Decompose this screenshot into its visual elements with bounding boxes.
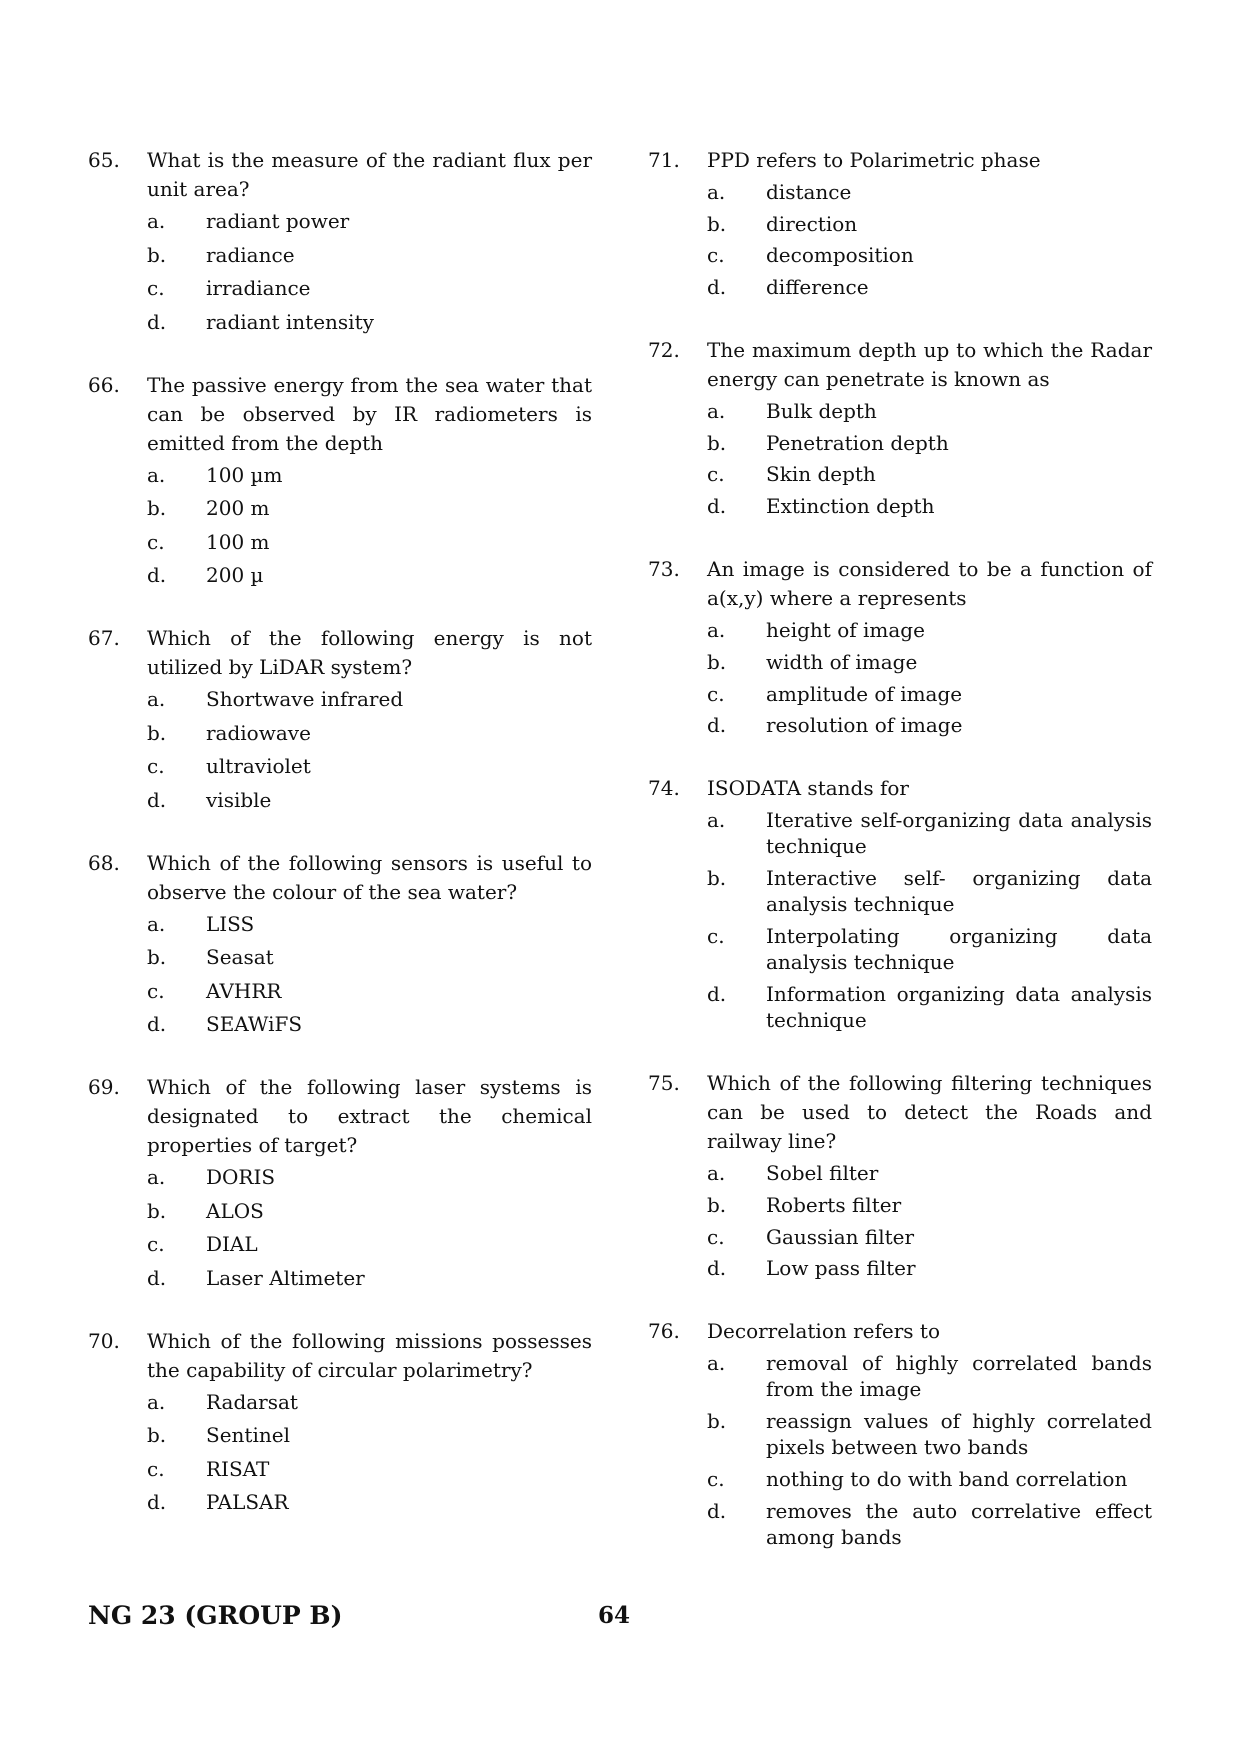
option-text: Radarsat <box>206 1389 298 1414</box>
option-c <box>707 1466 1152 1492</box>
question-stem <box>648 1069 1152 1156</box>
option-text: removal of highly correlated bands from the image <box>766 1351 1152 1402</box>
question-text: Which of the following filtering techniques can be used to detect the Roads and railway line? <box>707 1071 1152 1154</box>
option-a <box>147 208 592 234</box>
option-d <box>707 1255 1152 1281</box>
question-67 <box>88 624 592 813</box>
option-text: radiant intensity <box>206 309 374 334</box>
option-d <box>147 787 592 813</box>
option-letter: c. <box>707 243 725 268</box>
option-letter: c. <box>147 754 165 778</box>
option-d <box>147 1489 592 1515</box>
question-text: The maximum depth up to which the Radar energy can penetrate is known as <box>707 338 1152 392</box>
question-75 <box>648 1069 1152 1281</box>
question-number: 66. <box>88 372 120 397</box>
left-column <box>88 146 592 1523</box>
option-text: Roberts filter <box>766 1192 902 1217</box>
question-70 <box>88 1327 592 1516</box>
question-76 <box>648 1317 1152 1550</box>
option-text: removes the auto correlative effect among bands <box>766 1499 1152 1550</box>
option-b <box>707 1408 1152 1460</box>
question-stem <box>648 774 1152 803</box>
option-letter: c. <box>707 681 725 706</box>
question-stem <box>648 1317 1152 1346</box>
option-text: amplitude of image <box>766 681 963 706</box>
option-d <box>147 1011 592 1037</box>
options-list <box>707 179 1152 300</box>
option-b <box>147 720 592 746</box>
question-number: 67. <box>88 626 120 650</box>
question-stem <box>648 555 1152 613</box>
option-a <box>707 1160 1152 1186</box>
option-letter: b. <box>147 242 167 267</box>
option-b <box>147 1198 592 1224</box>
option-letter: c. <box>707 1224 725 1249</box>
option-text: 200 m <box>206 496 270 520</box>
option-letter: a. <box>147 462 166 487</box>
question-number: 73. <box>648 557 680 582</box>
options-list <box>707 1350 1152 1550</box>
question-text: Which of the following energy is not utilized by LiDAR system? <box>147 626 592 679</box>
option-text: Interpolating organizing data analysis technique <box>766 924 1152 975</box>
option-letter: d. <box>147 787 167 812</box>
option-text: Low pass filter <box>766 1256 916 1281</box>
option-b <box>147 242 592 268</box>
option-a <box>707 807 1152 859</box>
option-c <box>147 275 592 301</box>
option-letter: a. <box>707 1351 726 1376</box>
option-c <box>147 978 592 1004</box>
question-text: Which of the following missions possesses the capability of circular polarimetry? <box>147 1328 592 1382</box>
option-letter: c. <box>147 1456 165 1481</box>
option-a <box>147 462 592 488</box>
option-text: Shortwave infrared <box>206 687 404 711</box>
question-text: PPD refers to Polarimetric phase <box>707 148 1041 172</box>
option-c <box>147 753 592 779</box>
right-column <box>648 146 1152 1556</box>
option-c <box>147 529 592 555</box>
question-number: 74. <box>648 776 680 801</box>
option-text: Gaussian filter <box>766 1224 915 1249</box>
option-letter: d. <box>147 563 167 587</box>
option-b <box>707 1192 1152 1218</box>
option-text: width of image <box>766 649 918 674</box>
question-stem <box>648 146 1152 175</box>
question-stem <box>88 1327 592 1385</box>
option-text: Laser Altimeter <box>206 1265 365 1290</box>
option-text: Penetration depth <box>766 430 949 455</box>
options-list <box>147 1164 592 1291</box>
option-text: LISS <box>206 911 255 936</box>
options-list <box>707 1160 1152 1281</box>
option-text: 100 µm <box>206 462 283 487</box>
option-text: height of image <box>766 618 925 643</box>
option-letter: a. <box>147 1165 166 1189</box>
option-text: irradiance <box>206 276 311 300</box>
option-letter: d. <box>147 1490 167 1514</box>
option-text: visible <box>206 787 272 812</box>
option-c <box>147 1231 592 1257</box>
question-number: 71. <box>648 148 680 172</box>
option-letter: b. <box>147 1423 167 1447</box>
question-number: 65. <box>88 148 120 172</box>
option-letter: c. <box>147 529 165 554</box>
option-letter: d. <box>707 1499 727 1524</box>
question-stem <box>88 849 592 907</box>
options-list <box>147 208 592 335</box>
question-number: 72. <box>648 338 680 363</box>
option-d <box>707 1498 1152 1550</box>
option-text: RISAT <box>206 1456 270 1481</box>
option-letter: d. <box>147 1012 167 1036</box>
question-stem <box>88 624 592 682</box>
question-text: Which of the following laser systems is designated to extract the chemical properties of target? <box>147 1075 592 1157</box>
option-text: Interactive self- organizing data analysis technique <box>766 866 1152 917</box>
option-d <box>707 712 1152 738</box>
question-stem <box>88 1073 592 1160</box>
option-text: DORIS <box>206 1165 276 1189</box>
question-text: An image is considered to be a function of a(x,y) where a represents <box>707 557 1152 611</box>
option-d <box>707 274 1152 300</box>
option-b <box>147 1422 592 1448</box>
option-text: radiowave <box>206 720 311 745</box>
option-a <box>147 1389 592 1415</box>
option-text: difference <box>766 275 869 300</box>
option-text: ultraviolet <box>206 754 311 778</box>
option-text: Iterative self-organizing data analysis technique <box>766 808 1152 859</box>
question-number: 75. <box>648 1071 680 1096</box>
option-text: distance <box>766 180 852 204</box>
option-text: ALOS <box>206 1198 264 1223</box>
option-letter: d. <box>147 1265 167 1290</box>
option-letter: a. <box>147 911 166 936</box>
option-a <box>147 1164 592 1190</box>
question-text: What is the measure of the radiant flux per unit area? <box>147 148 592 201</box>
question-69 <box>88 1073 592 1291</box>
question-stem <box>88 371 592 458</box>
option-text: Sentinel <box>206 1423 290 1447</box>
page-number: 64 <box>598 1602 631 1629</box>
option-letter: b. <box>147 720 167 745</box>
options-list <box>147 1389 592 1516</box>
option-b <box>147 944 592 970</box>
question-text: The passive energy from the sea water that can be observed by IR radiometers is emitted from the depth <box>147 372 592 455</box>
option-c <box>707 461 1152 487</box>
option-letter: a. <box>147 687 166 711</box>
option-text: Information organizing data analysis technique <box>766 982 1152 1033</box>
question-number: 70. <box>88 1328 120 1353</box>
options-list <box>707 398 1152 519</box>
option-text: Extinction depth <box>766 494 935 519</box>
option-b <box>147 495 592 521</box>
option-a <box>147 911 592 937</box>
option-letter: b. <box>147 945 167 969</box>
option-letter: a. <box>707 1161 726 1186</box>
option-text: reassign values of highly correlated pixels between two bands <box>766 1409 1152 1460</box>
option-a <box>147 686 592 712</box>
option-letter: a. <box>147 209 166 233</box>
question-73 <box>648 555 1152 738</box>
question-66 <box>88 371 592 589</box>
question-stem <box>648 336 1152 394</box>
footer-paper-code: NG 23 (GROUP B) <box>88 1601 343 1630</box>
option-text: nothing to do with band correlation <box>766 1467 1128 1492</box>
option-letter: c. <box>147 276 165 300</box>
option-b <box>707 865 1152 917</box>
option-letter: b. <box>707 430 727 455</box>
option-c <box>147 1456 592 1482</box>
option-text: Skin depth <box>766 462 876 487</box>
option-c <box>707 681 1152 707</box>
option-letter: a. <box>707 808 726 833</box>
option-a <box>707 617 1152 643</box>
option-text: radiant power <box>206 209 350 233</box>
option-letter: c. <box>707 1467 725 1492</box>
option-text: 100 m <box>206 529 270 554</box>
option-text: SEAWiFS <box>206 1012 303 1036</box>
question-text: Which of the following sensors is useful to observe the colour of the sea water? <box>147 850 592 904</box>
option-c <box>707 923 1152 975</box>
option-letter: d. <box>707 1256 727 1281</box>
option-text: PALSAR <box>206 1490 289 1514</box>
option-d <box>147 309 592 335</box>
question-68 <box>88 849 592 1038</box>
question-72 <box>648 336 1152 519</box>
option-letter: a. <box>147 1389 166 1414</box>
option-letter: b. <box>707 649 727 674</box>
option-d <box>147 1265 592 1291</box>
option-text: direction <box>766 211 858 236</box>
options-list <box>707 617 1152 738</box>
option-text: decomposition <box>766 243 914 268</box>
question-number: 68. <box>88 850 120 875</box>
question-text: Decorrelation refers to <box>707 1319 940 1344</box>
options-list <box>707 807 1152 1033</box>
option-text: 200 µ <box>206 563 264 587</box>
option-a <box>707 1350 1152 1402</box>
option-d <box>707 493 1152 519</box>
option-letter: c. <box>147 978 165 1003</box>
option-d <box>147 562 592 588</box>
option-text: Sobel filter <box>766 1161 879 1186</box>
option-letter: d. <box>707 275 727 300</box>
option-letter: d. <box>707 982 727 1007</box>
option-c <box>707 242 1152 268</box>
option-text: Bulk depth <box>766 399 877 424</box>
question-74 <box>648 774 1152 1033</box>
option-letter: c. <box>147 1232 165 1256</box>
option-b <box>707 430 1152 456</box>
option-a <box>707 179 1152 205</box>
option-letter: c. <box>707 462 725 487</box>
question-71 <box>648 146 1152 300</box>
option-letter: d. <box>147 309 167 334</box>
option-letter: a. <box>707 399 726 424</box>
option-b <box>707 211 1152 237</box>
question-number: 76. <box>648 1319 680 1344</box>
option-letter: b. <box>707 1192 727 1217</box>
option-d <box>707 981 1152 1033</box>
options-list <box>147 686 592 813</box>
option-letter: a. <box>707 618 726 643</box>
option-text: AVHRR <box>206 978 282 1003</box>
option-text: resolution of image <box>766 713 963 738</box>
options-list <box>147 462 592 589</box>
option-letter: d. <box>707 494 727 519</box>
option-letter: b. <box>707 1409 727 1434</box>
option-text: radiance <box>206 242 295 267</box>
option-letter: c. <box>707 924 725 949</box>
option-letter: d. <box>707 713 727 738</box>
option-c <box>707 1224 1152 1250</box>
option-text: Seasat <box>206 945 274 969</box>
option-text: DIAL <box>206 1232 258 1256</box>
option-letter: b. <box>707 866 727 891</box>
option-letter: b. <box>147 496 167 520</box>
question-number: 69. <box>88 1075 120 1099</box>
option-letter: a. <box>707 180 726 204</box>
option-a <box>707 398 1152 424</box>
option-letter: b. <box>707 211 727 236</box>
options-list <box>147 911 592 1038</box>
question-stem <box>88 146 592 204</box>
question-65 <box>88 146 592 335</box>
option-letter: b. <box>147 1198 167 1223</box>
question-text: ISODATA stands for <box>707 776 909 801</box>
option-b <box>707 649 1152 675</box>
